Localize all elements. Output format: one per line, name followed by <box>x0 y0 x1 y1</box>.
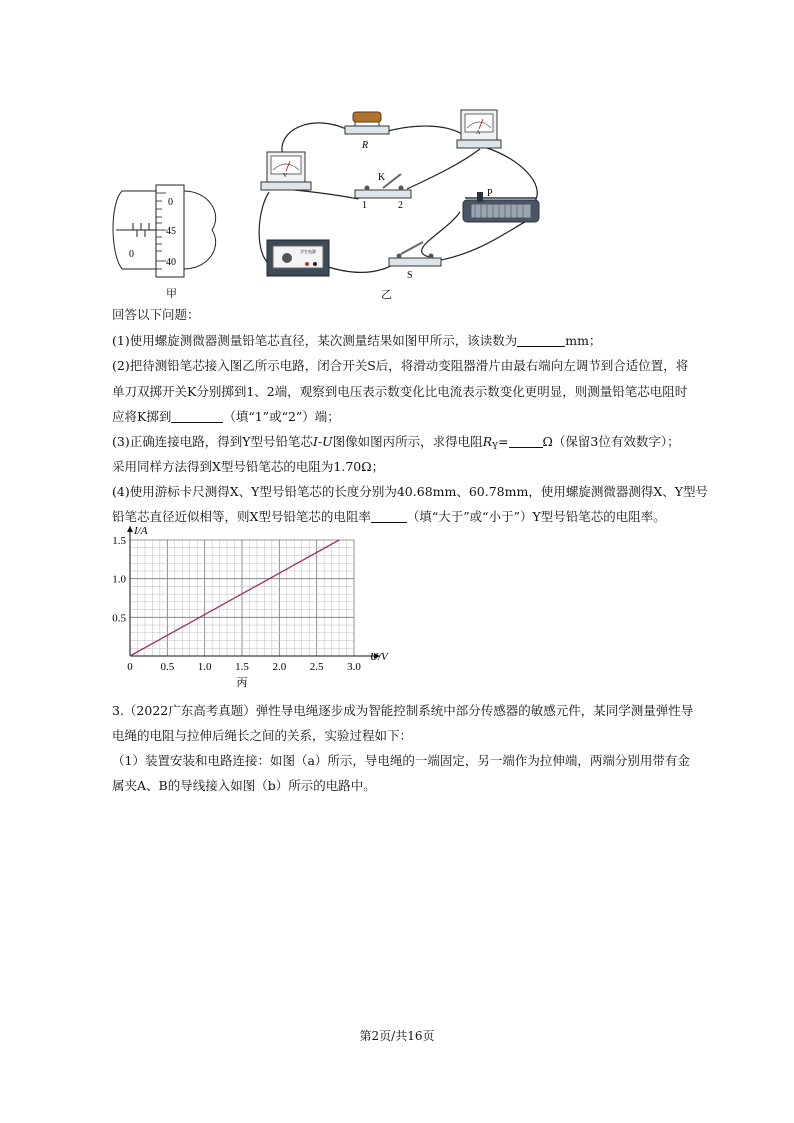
label-pos1: 1 <box>362 200 367 211</box>
iu-chart <box>100 522 400 692</box>
question-3-line-1: (3)正确连接电路，得到Y型号铅笔芯I-U图像如图丙所示，求得电阻$R_Y= \Omega$（保留3位有效数字）； <box>112 434 680 452</box>
y-tick-label: 1.0 <box>112 573 126 586</box>
power-supply <box>267 240 329 276</box>
label-p: P <box>487 188 493 199</box>
resistor-r <box>345 112 389 134</box>
intro-line: 回答以下问题： <box>112 307 200 322</box>
question-2-line-1: (2)把待测铅笔芯接入图乙所示电路，闭合开关S后，将滑动变阻器滑片由最右端向左调节到合适位置，将 <box>112 358 689 373</box>
label-r: R <box>362 140 369 151</box>
thimble-label-0: 0 <box>168 197 173 208</box>
x-tick-label: 1.0 <box>197 661 212 673</box>
label-pos2: 2 <box>398 200 403 211</box>
y-tick-label: 1.5 <box>112 535 126 547</box>
y-tick-label: 0.5 <box>112 612 126 625</box>
x-tick-label: 1.5 <box>235 661 249 673</box>
ammeter-symbol: A <box>476 130 481 136</box>
problem-3-line-2: 电绳的电阻与拉伸后绳长之间的关系，实验过程如下： <box>112 728 413 743</box>
x-tick-label: 3.0 <box>347 661 361 673</box>
question-4-line-2: 铅笔芯直径近似相等，则X型号铅笔芯的电阻率 （填“大于”或“小于”）Y型号铅笔芯的电阻率。 <box>112 509 666 524</box>
label-k: K <box>378 172 386 183</box>
figure-bing-caption: 丙 <box>236 677 248 689</box>
answer-blank-3[interactable] <box>509 435 543 448</box>
rheostat <box>463 192 539 222</box>
question-4-line-1: (4)使用游标卡尺测得X、Y型号铅笔芯的长度分别为40.68mm、60.78mm，使用螺旋测微器测得X、Y型号 <box>112 484 708 499</box>
y-axis-arrow <box>127 526 133 532</box>
question-2-line-2: 单刀双掷开关K分别掷到1、2端，观察到电压表示数变化比电流表示数变化更明显，则测量铅笔芯电阻时 <box>112 384 688 399</box>
circuit-figure <box>255 104 550 282</box>
thimble-label-40: 40 <box>166 257 176 268</box>
page-footer: 第2页/共16页 <box>359 1029 435 1043</box>
label-s: S <box>407 270 413 281</box>
switch-s <box>389 242 441 266</box>
micrometer-figure <box>108 183 226 279</box>
thimble-label-45: 45 <box>166 226 176 237</box>
question-1: (1)使用螺旋测微器测量铅笔芯直径，某次测量结果如图甲所示，该读数为 mm； <box>112 333 602 348</box>
problem-3-line-3: （1）装置安装和电路连接：如图（a）所示，导电绳的一端固定，另一端作为拉伸端，两端分别用带有金 <box>112 753 690 768</box>
answer-blank-1[interactable] <box>517 334 565 347</box>
question-3-line-2: 采用同样方法得到X型号铅笔芯的电阻为1.70Ω； <box>112 459 385 474</box>
x-tick-label: 0 <box>127 661 133 673</box>
figure-jia-caption: 甲 <box>166 287 177 300</box>
x-tick-label: 2.5 <box>309 661 324 673</box>
problem-3-line-1: 3.（2022广东高考真题）弹性导电绳逐步成为智能控制系统中部分传感器的敏感元件，某同学测量弹性导 <box>112 703 694 718</box>
voltmeter <box>261 152 311 190</box>
answer-blank-2[interactable] <box>171 410 223 423</box>
problem-3-line-4: 属夹A、B的导线接入如图（b）所示的电路中。 <box>112 778 376 793</box>
ammeter <box>457 110 501 148</box>
x-axis-label: U/V <box>370 651 388 663</box>
voltmeter-symbol: V <box>283 173 288 179</box>
y-axis-label: I/A <box>134 525 148 537</box>
x-tick-label: 0.5 <box>160 661 175 673</box>
power-supply-label: 学生电源 <box>300 249 316 254</box>
micrometer-main-zero: 0 <box>129 249 134 260</box>
question-2-line-3: 应将K掷到 （填“1”或“2”）端； <box>112 409 340 424</box>
figure-yi-caption: 乙 <box>381 288 392 301</box>
x-tick-label: 2.0 <box>272 661 287 673</box>
